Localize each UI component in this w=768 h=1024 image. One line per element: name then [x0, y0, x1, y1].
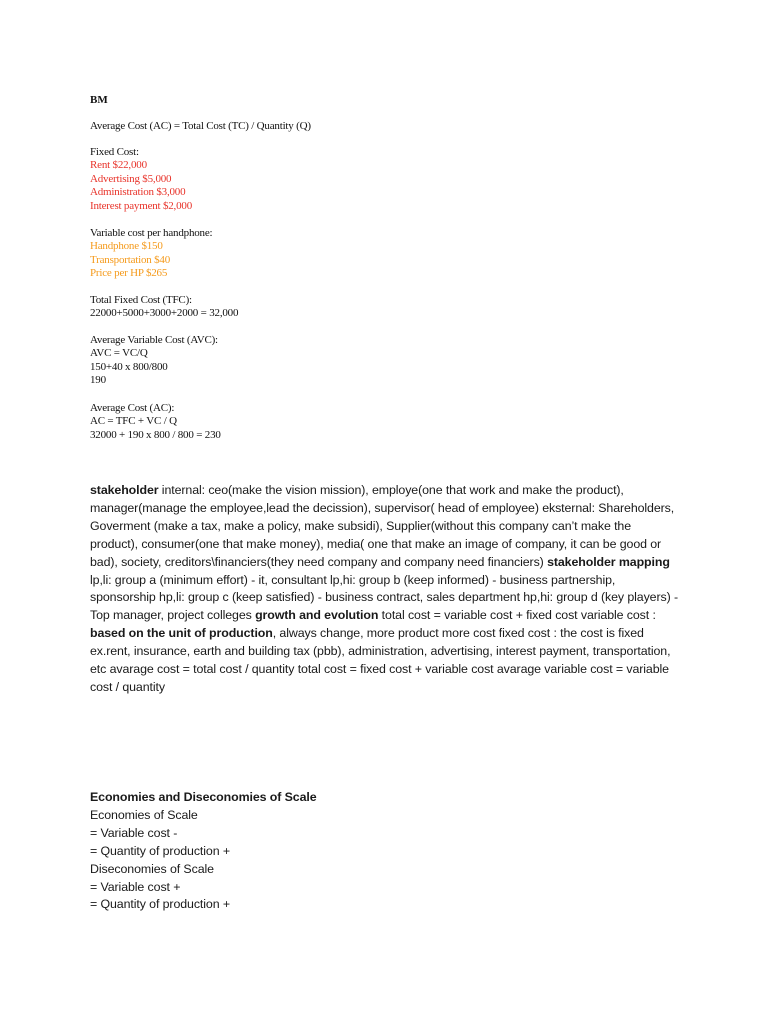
ac-line: AC = TFC + VC / Q: [90, 415, 177, 428]
variable-cost-item: Price per HP $265: [90, 267, 168, 280]
fixed-cost-item: Administration $3,000: [90, 186, 186, 199]
variable-cost-item: Transportation $40: [90, 253, 171, 266]
scale-line: = Variable cost -: [90, 825, 178, 840]
paragraph-text: internal: ceo(make the vision mission), employe(one that work and make the product), manager(manage the employee,lead the decission), supervisor( head of employee) eksternal: Shareholders, Goverment (make a tax, make a policy, make subsidi), Supplier(without this company can’t make the product), consumer(one that make money), media( one that make an image of company, it can be good or bad), society, creditors\financiers(they need company and company need financiers): [90, 483, 675, 569]
avc-line: 190: [90, 374, 106, 387]
fixed-cost-heading: Fixed Cost:: [90, 146, 139, 158]
paragraph-text: total cost = variable cost + fixed cost variable cost :: [378, 608, 656, 623]
bold-term: stakeholder mapping: [547, 554, 670, 569]
formula-line: Average Cost (AC) = Total Cost (TC) / Quantity (Q): [90, 120, 311, 132]
tfc-calc: 22000+5000+3000+2000 = 32,000: [90, 307, 239, 320]
variable-cost-heading: Variable cost per handphone:: [90, 227, 213, 239]
document-title: BM: [90, 94, 108, 106]
scale-line: = Quantity of production +: [90, 843, 230, 858]
bold-term: stakeholder: [90, 483, 159, 497]
fixed-cost-item: Interest payment $2,000: [90, 199, 193, 212]
paragraph-text: , always change, more product more cost fixed cost : the cost is fixed ex.rent, insurance, earth and building tax (pbb), administration, advertising, interest payment, transportation, etc avarage cost = total cost / quantity total cost = fixed cost + variable cost avarage variable cost = variable cost / quantity: [90, 626, 671, 694]
scale-line: Economies of Scale: [90, 807, 198, 822]
scale-section: [90, 789, 680, 914]
fixed-cost-item: Rent $22,000: [90, 159, 147, 172]
paragraph-text: lp,li: group a (minimum effort) - it, consultant lp,hi: group b (keep informed) - business partnership, sponsorship hp,li: group c (keep satisfied) - business contract, sales department hp,hi: group d (key players) - Top manager, project colleges: [90, 572, 678, 623]
scale-line: Diseconomies of Scale: [90, 861, 214, 876]
bold-term: based on the unit of production: [90, 626, 273, 641]
variable-cost-section: [90, 227, 690, 281]
tfc-section: [90, 294, 690, 321]
ac-heading: Average Cost (AC):: [90, 402, 175, 414]
scale-line: = Variable cost +: [90, 879, 181, 894]
ac-line: 32000 + 190 x 800 / 800 = 230: [90, 428, 221, 441]
bold-term: growth and evolution: [255, 608, 379, 623]
ac-section: [90, 402, 690, 442]
fixed-cost-section: [90, 146, 690, 213]
stakeholder-paragraph: [90, 482, 680, 697]
scale-heading: Economies and Diseconomies of Scale: [90, 790, 317, 804]
scale-line: = Quantity of production +: [90, 897, 230, 912]
avc-section: [90, 334, 690, 388]
average-cost-formula: [90, 120, 690, 133]
avc-heading: Average Variable Cost (AVC):: [90, 334, 218, 346]
variable-cost-item: Handphone $150: [90, 240, 163, 253]
avc-line: 150+40 x 800/800: [90, 360, 168, 373]
avc-line: AVC = VC/Q: [90, 347, 148, 360]
tfc-heading: Total Fixed Cost (TFC):: [90, 294, 192, 306]
fixed-cost-item: Advertising $5,000: [90, 172, 172, 185]
